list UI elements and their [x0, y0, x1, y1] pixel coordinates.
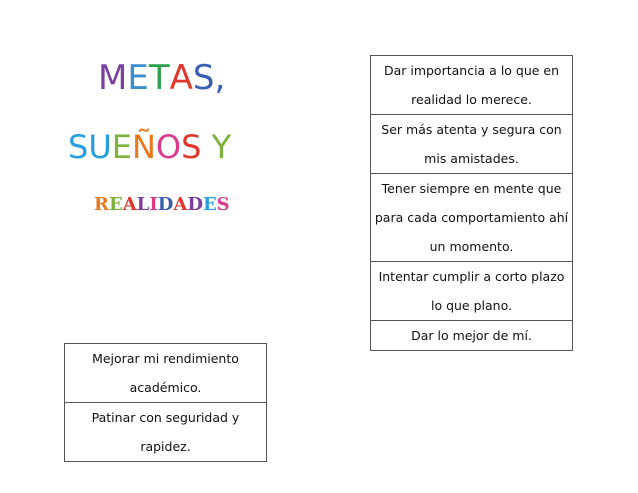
cell-text-line: Tener siempre en mente que [381, 181, 562, 196]
title-letter: Y [211, 128, 232, 166]
title-letter: D [157, 194, 174, 215]
title-letter: A [173, 194, 188, 215]
title-letter: E [202, 194, 217, 215]
title-suenos-y [68, 128, 231, 166]
title-letter: S [192, 58, 215, 98]
table-row [65, 403, 267, 462]
title-letter: T [148, 58, 170, 98]
title-letter: M [98, 58, 128, 98]
title-letter: E [111, 128, 132, 166]
cell-text-line: Ser más atenta y segura con [381, 122, 562, 137]
cell-text-line: Patinar con seguridad y rapidez. [91, 410, 240, 454]
title-letter: E [127, 58, 149, 98]
table-row [371, 56, 573, 115]
table-cell [371, 56, 573, 115]
cell-text-line: Mejorar mi rendimiento [92, 351, 239, 366]
table-row [371, 174, 573, 262]
table-cell [65, 344, 267, 403]
title-realidades [94, 194, 230, 215]
table-row [65, 344, 267, 403]
title-letter: A [169, 58, 193, 98]
title-letter: U [88, 128, 112, 166]
title-letter: S [181, 128, 202, 166]
title-letter: R [94, 194, 109, 215]
table-row [371, 262, 573, 321]
table-cell [371, 321, 573, 351]
title-letter: L [136, 194, 150, 215]
title-letter: S [68, 128, 89, 166]
cell-text-line: un momento. [429, 239, 514, 254]
title-letter [201, 128, 211, 166]
title-letter: O [155, 128, 182, 166]
cell-text-line: académico. [129, 380, 202, 395]
title-letter: , [214, 58, 226, 98]
table-cell [371, 174, 573, 262]
table-cell [65, 403, 267, 462]
cell-text-line: para cada comportamiento ahí [374, 210, 569, 225]
title-letter: D [187, 194, 203, 215]
table-row [371, 115, 573, 174]
cell-text-line: Dar importancia a lo que en [383, 63, 560, 78]
cell-text-line: Dar lo mejor de mí. [411, 328, 532, 343]
goals-table-left [64, 343, 267, 462]
cell-text-line: lo que plano. [430, 298, 512, 313]
table-row [371, 321, 573, 351]
title-metas [98, 58, 225, 98]
title-letter: S [216, 194, 230, 215]
title-letter: Ñ [131, 128, 156, 166]
title-letter: E [108, 194, 123, 215]
cell-text-line: mis amistades. [424, 151, 519, 166]
title-letter: A [122, 194, 137, 215]
goals-table-right [370, 55, 573, 351]
cell-text-line: realidad lo merece. [411, 92, 532, 107]
table-cell [371, 115, 573, 174]
table-cell [371, 262, 573, 321]
title-letter: I [149, 194, 158, 215]
cell-text-line: Intentar cumplir a corto plazo [378, 269, 565, 284]
